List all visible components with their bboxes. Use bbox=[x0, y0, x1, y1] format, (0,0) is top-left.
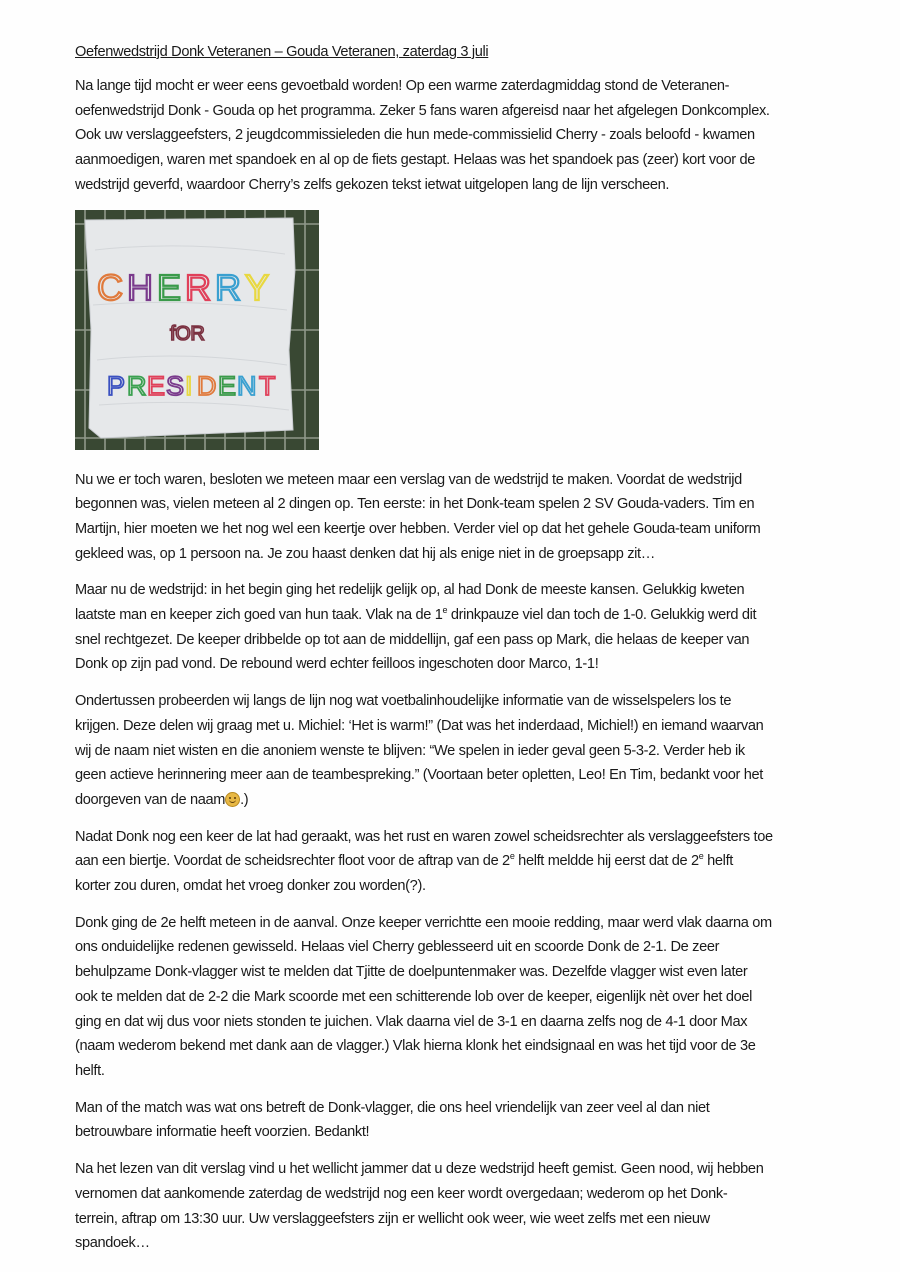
text-segment: helft meldde hij eerst dat de 2 bbox=[514, 853, 699, 870]
text-line: ook te melden dat de 2-2 die Mark scoorde met een schitterende lob over de keeper, eigenlijk nèt over het doel bbox=[75, 988, 753, 1005]
text-line: betrouwbare informatie heeft voorzien. Bedankt! bbox=[75, 1124, 370, 1141]
text-line: ons onduidelijke redenen gewisseld. Helaas viel Cherry geblesseerd uit en scoorde Donk de 2-1. De zeer bbox=[75, 939, 720, 956]
text-line: gekleed was, op 1 persoon na. Je zou haast denken dat hij als enige niet in de groepsapp zit… bbox=[75, 545, 655, 562]
text-line: Man of the match was wat ons betreft de Donk-vlagger, die ons heel vriendelijk van zeer veel al dan niet bbox=[75, 1099, 710, 1116]
text-line: spandoek… bbox=[75, 1235, 150, 1252]
text-line: Maar nu de wedstrijd: in het begin ging het redelijk gelijk op, al had Donk de meeste kansen. Gelukkig kweten bbox=[75, 582, 745, 599]
text-line: Nu we er toch waren, besloten we meteen maar een verslag van de wedstrijd te maken. Voordat de wedstrijd bbox=[75, 471, 742, 488]
text-line: (naam wederom bekend met dank aan de vlagger.) Vlak hierna klonk het eindsignaal en was het tijd voor de 3e bbox=[75, 1038, 756, 1055]
banner-letter: T bbox=[259, 370, 276, 401]
text-line bbox=[75, 788, 865, 813]
text-segment: aan een biertje. Voordat de scheidsrechter floot voor de aftrap van de 2 bbox=[75, 853, 510, 870]
banner-letter: P bbox=[107, 370, 125, 401]
text-line bbox=[75, 849, 865, 874]
banner-letter: E bbox=[218, 370, 236, 401]
paragraph-intro bbox=[75, 74, 865, 198]
text-line: Donk ging de 2e helft meteen in de aanval. Onze keeper verrichtte een mooie redding, maar werd vlak daarna om bbox=[75, 914, 772, 931]
document-title: Oefenwedstrijd Donk Veteranen – Gouda Veteranen, zaterdag 3 juli bbox=[75, 44, 489, 60]
text-line: Ondertussen probeerden wij langs de lijn nog wat voetbalinhoudelijke informatie van de wisselspelers los te bbox=[75, 693, 732, 710]
text-line: ging en dat wij dus voor niets stonden te juichen. Vlak daarna viel de 3-1 en daarna zelfs nog de 4-1 door Max bbox=[75, 1013, 748, 1030]
banner-letter: R bbox=[215, 266, 241, 308]
banner-letter: R bbox=[185, 266, 211, 308]
paragraph-closing bbox=[75, 1157, 865, 1256]
text-line: terrein, aftrap om 13:30 uur. Uw verslaggeefsters zijn er wellicht ook weer, wie weet zelfs met een nieuw bbox=[75, 1210, 710, 1227]
paragraph-halftime bbox=[75, 825, 865, 899]
text-line: snel rechtgezet. De keeper dribbelde op tot aan de middellijn, gaf een pass op Mark, die helaas de keeper van bbox=[75, 631, 750, 648]
text-segment: helft bbox=[703, 853, 733, 870]
text-segment: laatste man en keeper zich goed van hun taak. Vlak na de 1 bbox=[75, 607, 443, 624]
banner-letter: C bbox=[97, 266, 123, 308]
paragraph-arrival bbox=[75, 468, 865, 567]
text-line bbox=[75, 603, 865, 628]
text-line: behulpzame Donk-vlagger wist te melden dat Tjitte de doelpuntenmaker was. Dezelfde vlagger wist even later bbox=[75, 964, 748, 981]
text-line: Na het lezen van dit verslag vind u het wellicht jammer dat u deze wedstrijd heeft gemist. Geen nood, wij hebben bbox=[75, 1161, 764, 1178]
banner-letter: S bbox=[166, 370, 184, 401]
paragraph-man-of-the-match bbox=[75, 1096, 865, 1145]
text-line: Martijn, hier moeten we het nog wel een keertje over hebben. Verder viel op dat het gehele Gouda-team uniform bbox=[75, 520, 761, 537]
banner-photo bbox=[75, 210, 319, 450]
banner-photo-image bbox=[75, 210, 319, 450]
text-line: vernomen dat aankomende zaterdag de wedstrijd nog een keer wordt overgedaan; wederom op het Donk- bbox=[75, 1185, 728, 1202]
text-line: Na lange tijd mocht er weer eens gevoetbald worden! Op een warme zaterdagmiddag stond de Veteranen- bbox=[75, 78, 730, 94]
text-line: wij de naam niet wisten en die anoniem wenste te blijven: “We spelen in ieder geval geen 5-3-2. Verder heb ik bbox=[75, 742, 745, 759]
banner-letter: H bbox=[127, 266, 153, 308]
text-segment: drinkpauze viel dan toch de 1-0. Gelukkig werd dit bbox=[447, 607, 757, 624]
banner-letter: R bbox=[127, 370, 147, 401]
superscript: e bbox=[509, 851, 515, 862]
text-line: wedstrijd geverfd, waardoor Cherry’s zelfs gekozen tekst ietwat uitgelopen lang de lijn verscheen. bbox=[75, 176, 670, 193]
text-line: helft. bbox=[75, 1062, 105, 1079]
document-page bbox=[75, 40, 865, 1268]
paragraph-first-half bbox=[75, 578, 865, 677]
banner-letter: N bbox=[237, 370, 257, 401]
text-line: Ook uw verslaggeefsters, 2 jeugdcommissieleden die hun mede-commissielid Cherry - zoals beloofd - kwamen bbox=[75, 127, 755, 144]
superscript: e bbox=[442, 605, 448, 616]
banner-letter: D bbox=[197, 370, 217, 401]
text-segment: doorgeven van de naam bbox=[75, 791, 226, 808]
paragraph-substitutes bbox=[75, 689, 865, 813]
banner-letter: I bbox=[185, 370, 193, 401]
text-line: krijgen. Deze delen wij graag met u. Michiel: ‘Het is warm!” (Dat was het inderdaad, Michiel!) en iemand waarvan bbox=[75, 717, 764, 734]
banner-word-for: fOR bbox=[170, 322, 205, 345]
text-line: oefenwedstrijd Donk - Gouda op het programma. Zeker 5 fans waren afgereisd naar het afgelegen Donkcomplex. bbox=[75, 102, 770, 119]
text-line: Donk op zijn pad vond. De rebound werd echter feilloos ingeschoten door Marco, 1-1! bbox=[75, 656, 599, 673]
text-line: aanmoedigen, waren met spandoek en al op de fiets gestapt. Helaas was het spandoek pas (zeer) kort voor de bbox=[75, 152, 756, 169]
text-line: begonnen was, vielen meteen al 2 dingen op. Ten eerste: in het Donk-team spelen 2 SV Gouda-vaders. Tim en bbox=[75, 496, 755, 513]
text-line: korter zou duren, omdat het vroeg donker zou worden(?). bbox=[75, 878, 426, 895]
banner-letter: E bbox=[147, 370, 165, 401]
banner-letter: E bbox=[157, 266, 181, 308]
banner-letter: Y bbox=[245, 266, 269, 308]
smiley-emoji-icon bbox=[225, 792, 240, 807]
text-line: geen actieve herinnering meer aan de teambespreking.” (Voortaan beter opletten, Leo! En Tim, bedankt voor het bbox=[75, 767, 763, 784]
paragraph-second-half bbox=[75, 911, 865, 1084]
text-line: Nadat Donk nog een keer de lat had geraakt, was het rust en waren zowel scheidsrechter als verslaggeefsters toe bbox=[75, 828, 773, 845]
superscript: e bbox=[698, 851, 704, 862]
text-segment: .) bbox=[240, 791, 249, 808]
